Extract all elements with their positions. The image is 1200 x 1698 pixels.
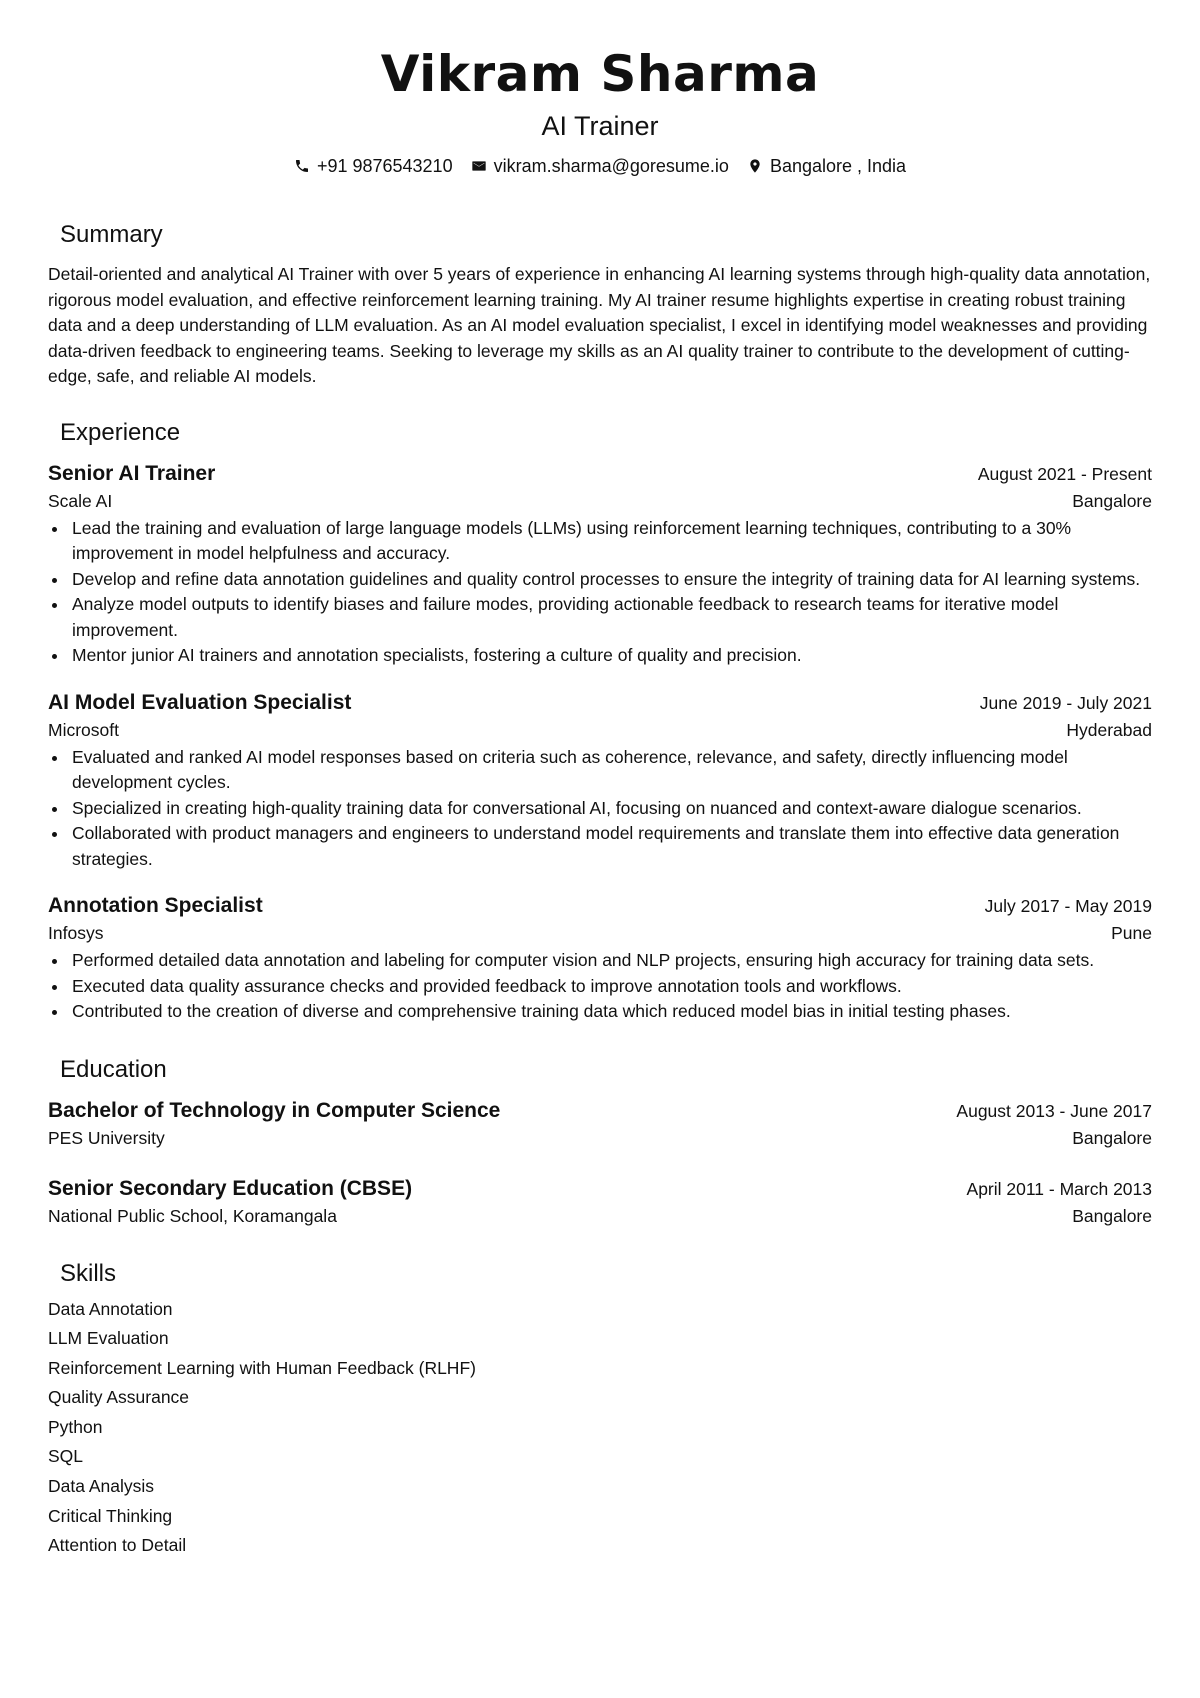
job-title: Annotation Specialist (48, 894, 263, 917)
job-bullet: Performed detailed data annotation and labeling for computer vision and NLP projects, ensuring high accuracy for training data sets. (48, 948, 1152, 974)
job-bullet: Specialized in creating high-quality training data for conversational AI, focusing on nuanced and context-aware dialogue scenarios. (48, 796, 1152, 822)
job-title: Senior AI Trainer (48, 461, 216, 485)
skill-item: Attention to Detail (48, 1535, 187, 1556)
candidate-name: Vikram Sharma (380, 45, 820, 103)
contact-email (471, 154, 729, 178)
candidate-role: AI Trainer (541, 111, 659, 141)
job-company: Scale AI (48, 490, 113, 511)
job-title: AI Model Evaluation Specialist (48, 690, 352, 714)
education-section (48, 1055, 1152, 1229)
job-company: Infosys (48, 923, 104, 943)
phone-icon (294, 158, 310, 174)
skill-item: Data Analysis (48, 1476, 155, 1497)
job-bullet: Collaborated with product managers and engineers to understand model requirements and translate them into effective data generation strategies. (48, 821, 1152, 872)
job-entry (48, 460, 1152, 669)
job-dates: July 2017 - May 2019 (984, 896, 1152, 916)
job-bullet: Lead the training and evaluation of large language models (LLMs) using reinforcement learning techniques, contributing to a 30% improvement in model helpfulness and accuracy. (48, 516, 1152, 567)
job-bullets (48, 948, 1152, 1025)
skill-item: Reinforcement Learning with Human Feedback (RLHF) (48, 1357, 476, 1378)
degree-title: Bachelor of Technology in Computer Science (48, 1098, 501, 1122)
job-bullet: Executed data quality assurance checks and provided feedback to improve annotation tools and workflows. (48, 974, 1152, 1000)
job-bullet: Contributed to the creation of diverse and comprehensive training data which reduced model bias in initial testing phases. (48, 999, 1152, 1025)
job-entry (48, 892, 1152, 1025)
school-location: Bangalore (1072, 1127, 1152, 1148)
job-location: Pune (1111, 923, 1152, 943)
summary-text: Detail-oriented and analytical AI Trainer with over 5 years of experience in enhancing AI learning systems through high-quality data annotation, rigorous model evaluation, and effective reinforcement learning training. My AI trainer resume highlights expertise in creating robust training data and a deep understanding of LLM evaluation. As an AI model evaluation specialist, I excel in identifying model weaknesses and providing data-driven feedback to engineering teams. Seeking to leverage my skills as an AI quality trainer to contribute to the development of cutting-edge, safe, and reliable AI models. (48, 264, 1151, 386)
experience-section (48, 418, 1152, 1025)
summary-section (48, 220, 1152, 390)
location-pin-icon (747, 158, 763, 174)
skill-item: Data Annotation (48, 1298, 173, 1319)
skills-list (48, 1295, 1152, 1561)
contact-location (747, 154, 906, 178)
education-entry (48, 1097, 1152, 1151)
phone-number[interactable]: +91 9876543210 (316, 156, 453, 176)
job-bullet: Develop and refine data annotation guidelines and quality control processes to ensure the integrity of training data for AI learning systems. (48, 567, 1152, 593)
job-location: Bangalore (1072, 490, 1152, 511)
location-text: Bangalore , India (769, 156, 907, 176)
job-bullet: Mentor junior AI trainers and annotation specialists, fostering a culture of quality and precision. (48, 643, 1152, 669)
skill-item: SQL (48, 1446, 84, 1467)
job-bullets (48, 516, 1152, 669)
contact-line (48, 154, 1152, 178)
section-title-education: Education (60, 1055, 167, 1083)
skill-item: Critical Thinking (48, 1505, 173, 1526)
mail-icon (471, 158, 487, 174)
resume-header (48, 0, 1152, 178)
job-company: Microsoft (48, 719, 119, 740)
school-name: National Public School, Koramangala (48, 1205, 337, 1226)
school-location: Bangalore (1072, 1205, 1152, 1226)
education-dates: August 2013 - June 2017 (956, 1100, 1152, 1121)
education-dates: April 2011 - March 2013 (966, 1178, 1152, 1199)
job-bullets (48, 745, 1152, 873)
job-dates: August 2021 - Present (977, 463, 1152, 484)
section-title-summary: Summary (60, 221, 163, 248)
section-title-skills: Skills (60, 1259, 117, 1287)
job-bullet: Analyze model outputs to identify biases and failure modes, providing actionable feedback to research teams for iterative model improvement. (48, 592, 1152, 643)
skills-section (48, 1259, 1152, 1561)
job-location: Hyderabad (1066, 719, 1152, 740)
school-name: PES University (48, 1127, 165, 1148)
section-title-experience: Experience (60, 418, 181, 446)
degree-title: Senior Secondary Education (CBSE) (48, 1176, 413, 1200)
skill-item: LLM Evaluation (48, 1328, 169, 1349)
skill-item: Python (48, 1416, 103, 1437)
education-entry (48, 1175, 1152, 1229)
job-dates: June 2019 - July 2021 (979, 692, 1152, 713)
contact-phone (294, 154, 453, 178)
job-entry (48, 689, 1152, 873)
email-address[interactable]: vikram.sharma@goresume.io (493, 156, 729, 176)
skill-item: Quality Assurance (48, 1387, 190, 1408)
job-bullet: Evaluated and ranked AI model responses based on criteria such as coherence, relevance, and safety, directly influencing model development cycles. (48, 745, 1152, 796)
